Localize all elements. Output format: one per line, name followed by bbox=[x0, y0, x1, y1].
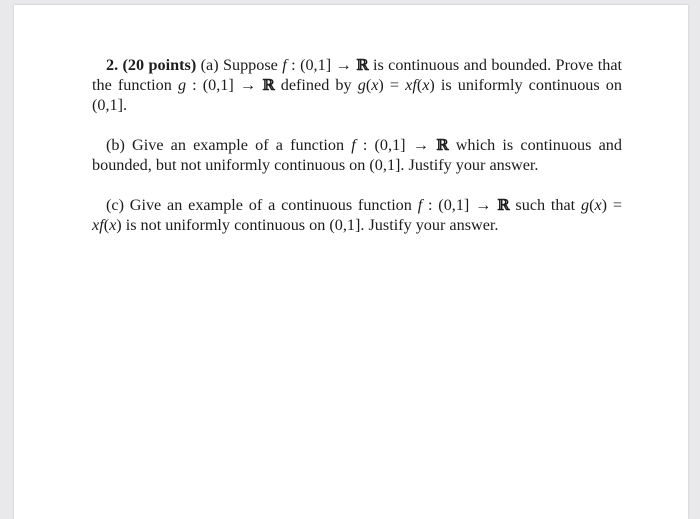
part-b-label: (b) bbox=[106, 136, 125, 154]
part-c-text: ( bbox=[103, 216, 110, 234]
math-x: x bbox=[371, 76, 379, 94]
math-x: x bbox=[405, 76, 413, 94]
part-c-text: ) is not uniformly continuous on (0,1]. Justify your answer. bbox=[116, 216, 499, 234]
part-a-text: is continuous and bounded. Prove that the function bbox=[92, 56, 623, 94]
part-a-text: ( bbox=[416, 76, 423, 94]
part-c-text: ) = bbox=[601, 196, 623, 214]
part-a-text: ) is uniformly continuous on (0,1]. bbox=[92, 76, 622, 114]
part-c-text: : (0,1] → bbox=[422, 196, 498, 214]
part-b-paragraph bbox=[92, 135, 622, 175]
math-g: g bbox=[581, 196, 590, 214]
math-x: x bbox=[422, 76, 430, 94]
part-a-text: ) = bbox=[378, 76, 406, 94]
math-f: f bbox=[99, 216, 104, 234]
points-label: (20 points) bbox=[122, 56, 197, 74]
math-x: x bbox=[109, 216, 117, 234]
math-x: x bbox=[594, 196, 602, 214]
part-a-label: (a) bbox=[200, 56, 219, 74]
part-b-text: Give an example of a function bbox=[124, 136, 352, 154]
problem-number: 2. bbox=[106, 56, 119, 74]
part-a-text: defined by bbox=[274, 76, 358, 94]
part-a-text: Suppose bbox=[218, 56, 283, 74]
part-b-text: which is continuous and bounded, but not uniformly continuous on (0,1]. Justify your answer. bbox=[92, 136, 622, 174]
part-b-text: : (0,1] → bbox=[355, 136, 437, 154]
math-reals: ℝ bbox=[436, 136, 449, 154]
part-c-label: (c) bbox=[106, 196, 124, 214]
part-c-text: such that bbox=[509, 196, 581, 214]
math-g: g bbox=[177, 76, 187, 94]
math-x: x bbox=[92, 216, 100, 234]
problem-text bbox=[92, 55, 622, 255]
math-f: f bbox=[282, 56, 287, 74]
math-f: f bbox=[417, 196, 423, 214]
part-a-text: : (0,1] → bbox=[286, 56, 357, 74]
math-f: f bbox=[412, 76, 417, 94]
part-a-paragraph bbox=[92, 55, 622, 115]
math-reals: ℝ bbox=[262, 76, 275, 94]
math-reals: ℝ bbox=[497, 196, 510, 214]
math-f: f bbox=[351, 136, 356, 154]
part-c-text: Give an example of a continuous function bbox=[123, 196, 418, 214]
document-page bbox=[14, 5, 688, 519]
part-a-text: ( bbox=[365, 76, 372, 94]
part-c-paragraph bbox=[92, 195, 622, 235]
math-reals: ℝ bbox=[356, 56, 369, 74]
math-g: g bbox=[357, 76, 366, 94]
part-a-text: : (0,1] → bbox=[186, 76, 263, 94]
part-c-text: ( bbox=[589, 196, 595, 214]
